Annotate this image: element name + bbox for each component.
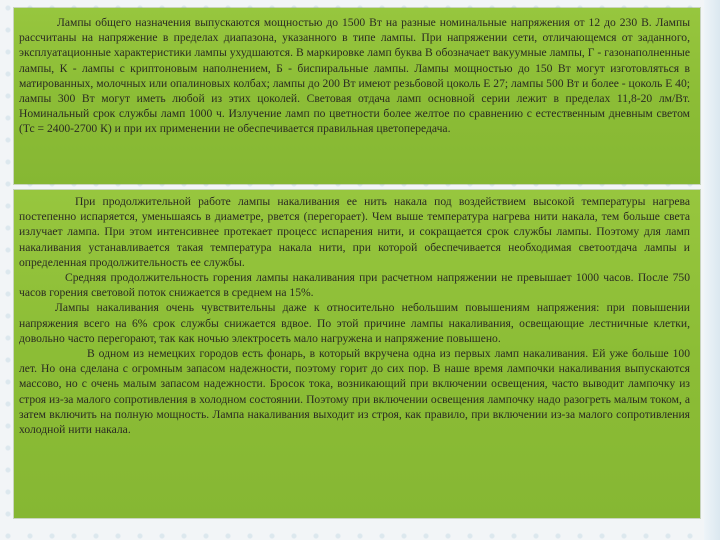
paragraph-lamp-specs: Лампы общего назначения выпускаются мощностью до 1500 Вт на разные номинальные напряжения от 12 до 230 В. Лампы рассчитаны на напряжение в пределах диапазона, указанного в типе лампы. При напряжении сети, отличающемся от заданного, эксплуатационные характеристики лампы ухудшаются. В маркировке ламп буква В обозначает вакуумные лампы, Г - газонаполненные лампы, К - лампы с криптоновым наполнением, Б - биспиральные лампы. Лампы мощностью до 150 Вт могут изготовляться в матированных, молочных или опалиновых колбах; лампы до 200 Вт имеют резьбовой цоколь Е 27; лампы 500 Вт и более - цоколь Е 40; лампы 300 Вт могут иметь любой из этих цоколей. Световая отдача ламп основной серии лежит в пределах 11,8-20 лм/Вт. Номинальный срок службы ламп 1000 ч. Излучение ламп по цветности более желтое по сравнению с естественным дневным светом (Тс = 2400-2700 К) и при их применении не обеспечивается правильная цветопередача. bbox=[19, 16, 690, 136]
paragraph-filament-evaporation: При продолжительной работе лампы накаливания ее нить накала под воздействием высокой температуры нагрева постепенно испаряется, уменьшаясь в диаметре, рвется (перегорает). Чем выше температура нагрева нити накала, тем больше света излучает лампа. При этом интенсивнее протекает процесс испарения нити, и сокращается срок службы лампы. Поэтому для ламп накаливания устанавливается такая температура накала нити, при которой обеспечивается необходимая светоотдача лампы и определенная продолжительность ее службы. bbox=[19, 195, 690, 269]
text-panel-bottom bbox=[14, 190, 700, 518]
paragraph-voltage-sensitivity: Лампы накаливания очень чувствительны даже к относительно небольшим повышениям напряжения: при повышении напряжения всего на 6% срок службы снижается вдвое. По этой причине лампы накаливания, освещающие лестничные клетки, довольно часто перегорают, так как ночью электросеть мало нагружена и напряжение повышено. bbox=[19, 301, 690, 345]
decorative-side-strip bbox=[704, 0, 720, 540]
paragraph-old-lamp-story: В одном из немецких городов есть фонарь, в который вкручена одна из первых ламп накаливания. Ей уже больше 100 лет. Но она сделана с огромным запасом надежности, поэтому горит до сих пор. В наше время лампочки накаливания выпускаются массово, но с очень малым запасом надежности. Бросок тока, возникающий при включении освещения, часто выводит лампочку из строя из-за малого сопротивления в холодном состоянии. Поэтому при включении освещения лампочку надо разогреть малым током, а затем включить на полную мощность. Лампа накаливания выходит из строя, как правило, при включении из-за малого сопротивления холодной нити накала. bbox=[19, 347, 690, 437]
paragraph-average-lifetime: Средняя продолжительность горения лампы накаливания при расчетном напряжении не превышает 1000 часов. После 750 часов горения световой поток снижается в среднем на 15%. bbox=[19, 271, 690, 300]
text-panel-top bbox=[14, 8, 700, 184]
